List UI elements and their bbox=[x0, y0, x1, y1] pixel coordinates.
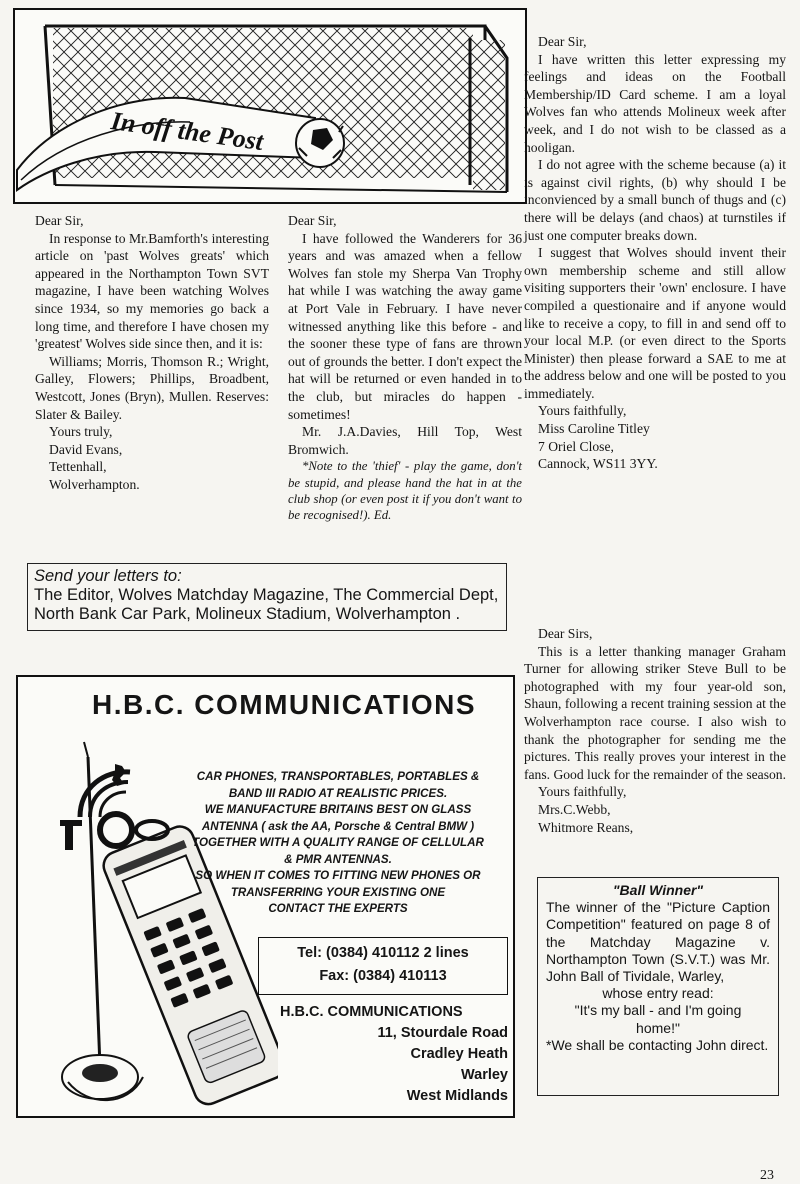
letter-body: I have followed the Wanderers for 36 years and was amazed when a fellow Wolves fan stole my Sherpa Van Trophy hat while I was watching the away game at Port Vale in February. I have never witnessed anything like this before - and the sooner these type of fans are thrown out of grounds the better. I don't expect the hat will be returned or even handed in to the club, but miracles do happen - sometimes! bbox=[288, 230, 522, 422]
letter-davies bbox=[288, 212, 522, 523]
advert-body bbox=[168, 769, 508, 918]
advert-title: H.B.C. COMMUNICATIONS bbox=[92, 689, 477, 720]
advert-body-line: SO WHEN IT COMES TO FITTING NEW PHONES OR bbox=[195, 869, 481, 882]
ball-winner-box bbox=[537, 877, 779, 1096]
advert-body-line: WE MANUFACTURE BRITAINS BEST ON GLASS bbox=[204, 803, 472, 816]
hbc-communications-advert bbox=[16, 675, 515, 1118]
letter-salutation: Dear Sir, bbox=[288, 213, 337, 228]
letter-body: I suggest that Wolves should invent their own membership scheme and still allow visiting supporters their 'own' enclosure. I have compiled a questionaire and if anyone would like to receive a copy, to fill in and send off to your local M.P. (or even direct to the Sports Minister) then please forward a SAE to me at the address below and one will be posted to you immediately. bbox=[524, 245, 786, 401]
advert-body-line: ANTENNA ( ask the AA, Porsche & Central BMW ) bbox=[201, 819, 475, 833]
ball-winner-body: The winner of the "Picture Caption Competition" featured on page 8 of the Matchday Magazine v. Northampton Town (S.V.T.) was Mr. John Ball of Tividale, Warley, bbox=[546, 899, 770, 985]
advert-body-line: & PMR ANTENNAS. bbox=[284, 852, 392, 866]
letter-webb bbox=[524, 625, 786, 836]
letter-signature: Miss Caroline Titley bbox=[538, 421, 650, 437]
send-letters-box bbox=[27, 563, 507, 631]
letter-signature: Mr. J.A.Davies, Hill Top, West Bromwich. bbox=[288, 424, 522, 457]
letter-body: This is a letter thanking manager Graham Turner for allowing striker Steve Bull to be photographed with my four year-old son, Shaun, following a recent training session at the Wolverhampton race course. I also wish to thank the photographer for sending me the pictures. This really proves your interest in the fans. Good luck for the remainder of the season. bbox=[524, 643, 786, 782]
letter-address-line: Whitmore Reans, bbox=[538, 819, 634, 835]
advert-address bbox=[268, 1002, 508, 1107]
send-letters-address: The Editor, Wolves Matchday Magazine, The Commercial Dept, North Bank Car Park, Molineux Stadium, Wolverhampton . bbox=[34, 586, 499, 623]
advert-address-line: West Midlands bbox=[406, 1088, 508, 1104]
advert-body-line: BAND III RADIO AT REALISTIC PRICES. bbox=[228, 786, 448, 800]
letter-closing: Yours truly, bbox=[49, 424, 113, 440]
letter-address-line: 7 Oriel Close, bbox=[538, 438, 614, 454]
ball-winner-quote: "It's my ball - and I'm going home!" bbox=[574, 1002, 742, 1036]
advert-fax: Fax: (0384) 410113 bbox=[319, 968, 447, 984]
letter-signature: Mrs.C.Webb, bbox=[538, 801, 611, 817]
letter-closing: Yours faithfully, bbox=[538, 403, 627, 419]
advert-body-line: CONTACT THE EXPERTS bbox=[268, 902, 408, 915]
page-number: 23 bbox=[760, 1168, 774, 1183]
letter-salutation: Dear Sir, bbox=[35, 213, 84, 228]
letter-salutation: Dear Sir, bbox=[538, 34, 587, 49]
goal-net-graphic bbox=[15, 10, 525, 202]
ball-winner-entry-intro: whose entry read: bbox=[602, 985, 714, 1002]
ball-winner-note: *We shall be contacting John direct. bbox=[546, 1036, 769, 1053]
advert-telephone: Tel: (0384) 410112 2 lines bbox=[297, 945, 469, 961]
letter-body: I have written this letter expressing my feelings and ideas on the Football Membership/ID Card scheme. I am a loyal Wolves fan who attends Molineux week after week, and I do not wish to be classed as a hooligan. bbox=[524, 51, 786, 155]
editor-note: *Note to the 'thief' - play the game, don't be stupid, and please hand the hat in at the club shop (or even post it if you don't want to be recognised!). Ed. bbox=[288, 459, 522, 522]
in-off-the-post-header bbox=[13, 8, 527, 204]
header-logo-text: In off the Post bbox=[109, 106, 266, 157]
letter-body: In response to Mr.Bamforth's interesting article on 'past Wolves greats' which appeared in the Northampton Town SVT magazine, I have been watching Wolves since 1934, so my memories go back a long time, and therefore I have chosen my 'greatest' Wolves side since then, and it is: bbox=[35, 230, 269, 352]
letter-address-line: Tettenhall, bbox=[49, 459, 107, 475]
advert-body-line: CAR PHONES, TRANSPORTABLES, PORTABLES & bbox=[196, 770, 480, 783]
letter-evans bbox=[35, 212, 269, 494]
letter-salutation: Dear Sirs, bbox=[538, 626, 593, 641]
advert-body-line: TOGETHER WITH A QUALITY RANGE OF CELLULAR bbox=[192, 836, 484, 849]
advert-body-line: TRANSFERRING YOUR EXISTING ONE bbox=[230, 885, 446, 899]
letter-address-line: Wolverhampton. bbox=[49, 476, 140, 492]
advert-address-line: H.B.C. COMMUNICATIONS bbox=[280, 1004, 463, 1020]
ball-winner-heading: "Ball Winner" bbox=[612, 882, 704, 898]
send-letters-title: Send your letters to: bbox=[34, 567, 182, 585]
letter-body: I do not agree with the scheme because (a) it is against civil rights, (b) why should I be inconvienced by a small bunch of thugs and (c) there will be delays (and chaos) at turnstiles if just one computer breaks down. bbox=[524, 157, 786, 243]
letter-address-line: Cannock, WS11 3YY. bbox=[538, 456, 658, 472]
advert-address-line: Cradley Heath bbox=[410, 1046, 508, 1062]
letter-titley bbox=[524, 33, 786, 473]
advert-address-line: Warley bbox=[460, 1067, 508, 1083]
letter-signature: David Evans, bbox=[49, 441, 123, 457]
letter-closing: Yours faithfully, bbox=[538, 784, 627, 800]
letter-team-list: Williams; Morris, Thomson R.; Wright, Galley, Flowers; Phillips, Broadbent, Westcott, Jones (Bryn), Mullen. Reserves: Slater & Bailey. bbox=[35, 353, 269, 422]
advert-contact-box bbox=[258, 937, 508, 995]
advert-address-line: 11, Stourdale Road bbox=[377, 1025, 508, 1041]
hbc-logo-icon bbox=[60, 762, 170, 852]
